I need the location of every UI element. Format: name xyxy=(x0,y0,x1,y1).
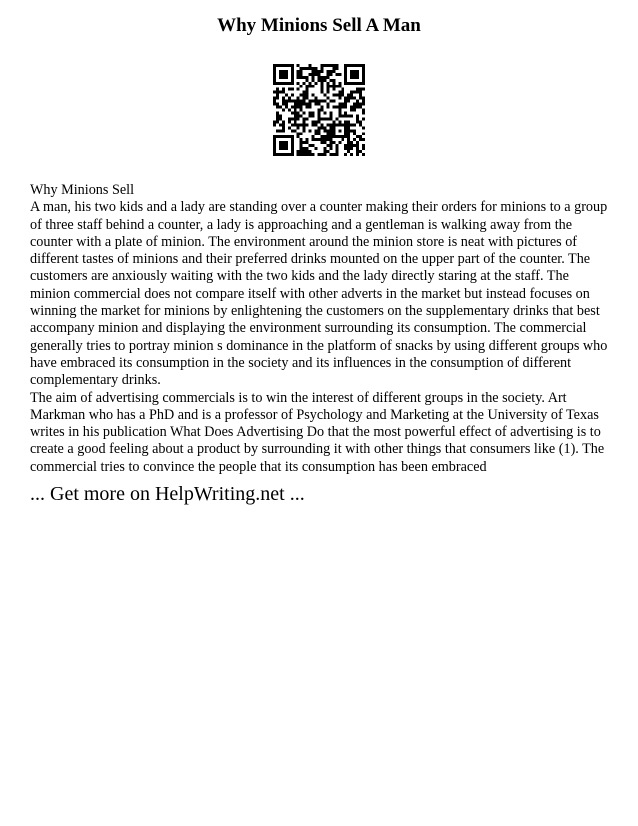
article-paragraph: The aim of advertising commercials is to win the interest of different groups in the society. Art Markman who has a PhD and is a professor of Psychology and Marketing at the University of Texas writes in his publication What Does Advertising Do that the most powerful effect of advertising is to create a good feeling about a product by surrounding it with other things that consumers like (1). The commercial tries to convince the people that its consumption has been embraced xyxy=(30,389,605,475)
qr-code-icon xyxy=(273,64,365,156)
get-more-link[interactable]: ... Get more on HelpWriting.net ... xyxy=(30,483,305,505)
page-title: Why Minions Sell A Man xyxy=(217,15,421,36)
article-paragraph: A man, his two kids and a lady are standing over a counter making their orders for minions to a group of three staff behind a counter, a lady is approaching and a gentleman is walking away from the counter with a plate of minion. The environment around the minion store is neat with pictures of different tastes of minions and their preferred drinks mounted on the upper part of the counter. The customers are anxiously waiting with the two kids and the lady directly staring at the staff. The minion commercial does not compare itself with other adverts in the market but instead focuses on winning the market for minions by enlightening the customers on the supplementary drinks that best accompany minion and displaying the environment surrounding its consumption. The commercial generally tries to portray minion s dominance in the platform of snacks by using different groups who have embraced its consumption in the society and its influences in the consumption of different complementary drinks. xyxy=(30,199,608,389)
article-body xyxy=(30,182,612,476)
article-heading: Why Minions Sell xyxy=(30,182,135,198)
